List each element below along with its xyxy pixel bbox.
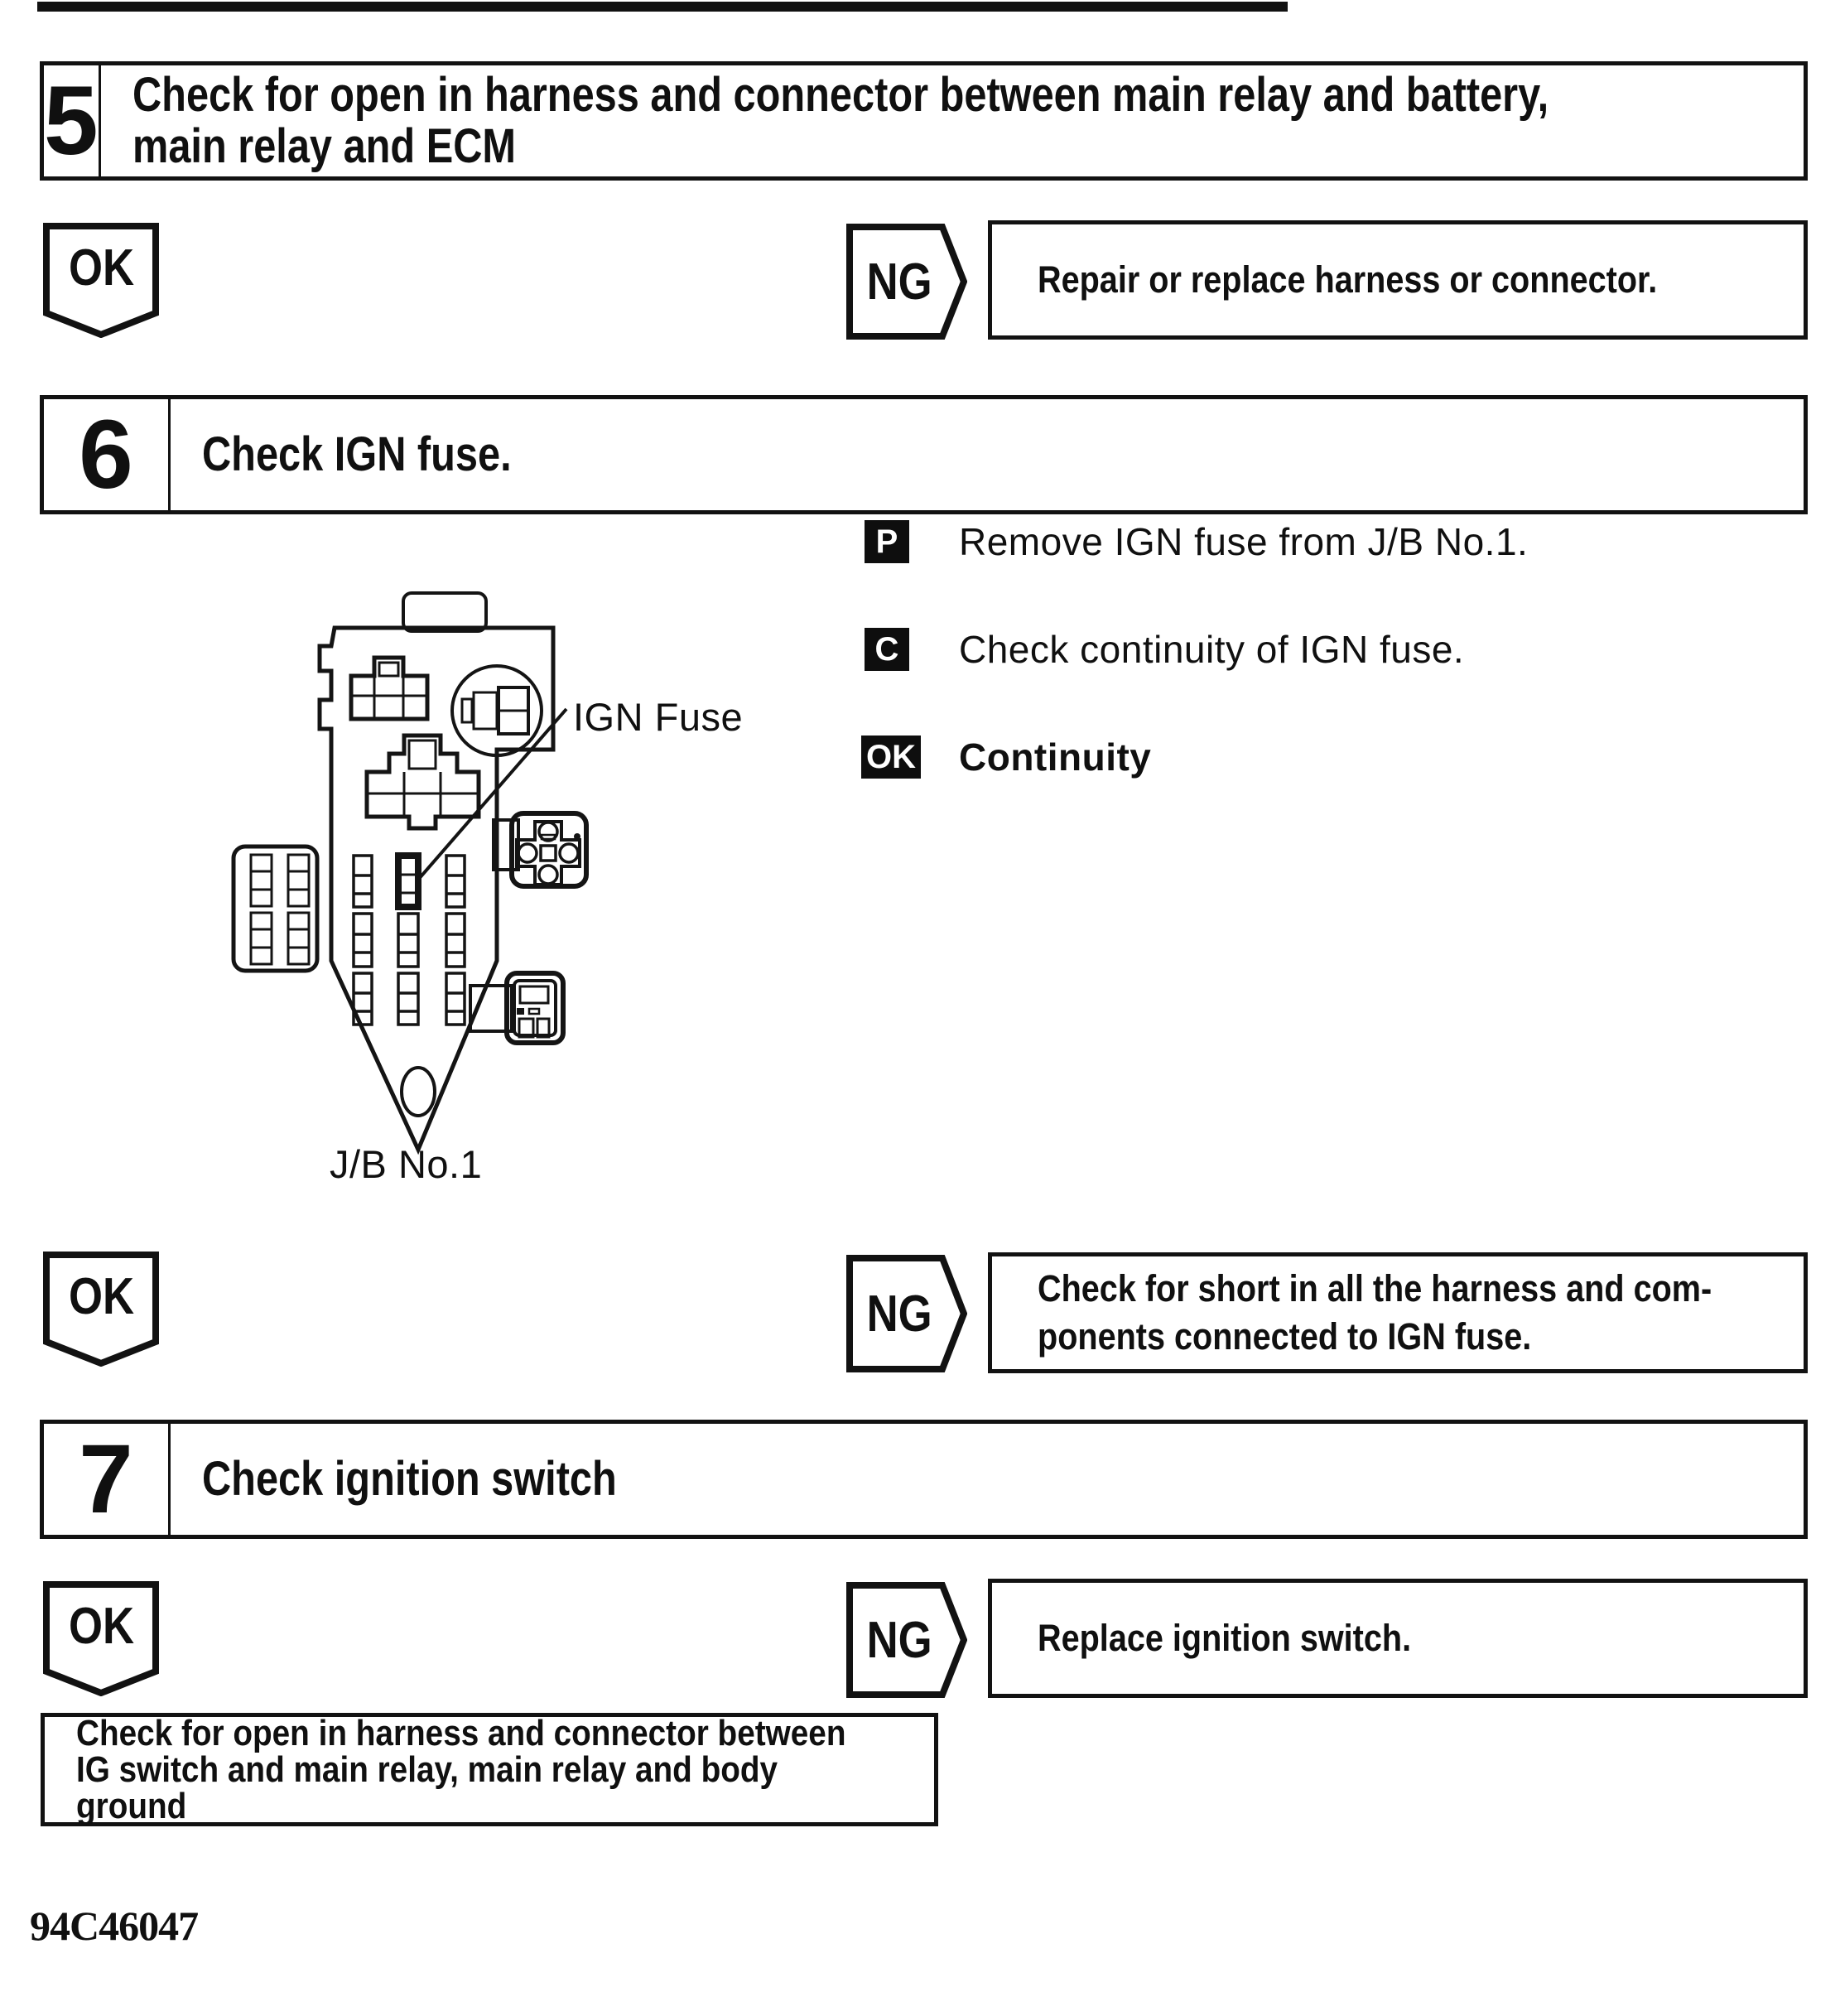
ok-label: OK [68,1597,134,1655]
final-line: ground [76,1785,187,1826]
final-line: IG switch and main relay, main relay and body [76,1748,778,1790]
final-instruction-box [41,1713,938,1826]
result-line: Replace ignition switch. [1038,1617,1412,1659]
step-box-6 [40,395,1808,514]
procedure-label: Remove IGN fuse from J/B No.1. [959,520,1529,563]
final-line: Check for open in harness and connector between [76,1712,846,1753]
prepare-badge: P [865,520,909,563]
step-number: 7 [44,1424,171,1535]
ok-arrow-badge [43,1251,159,1367]
ng-label: NG [866,1611,932,1669]
step-number: 5 [44,65,101,176]
step-title-line: main relay and ECM [132,119,516,173]
step-box-5 [40,61,1808,181]
ok-arrow-badge [43,1580,159,1696]
procedure-label: Continuity [959,736,1152,779]
step-title [101,65,1818,176]
ng-arrow-badge [846,1582,967,1698]
check-badge: C [865,628,909,671]
result-line: ponents connected to IGN fuse. [1038,1315,1532,1358]
junction-box-illustration [215,580,845,1168]
procedure-label: Check continuity of IGN fuse. [959,628,1465,671]
ok-label: OK [68,239,134,297]
ign-fuse-highlight [398,856,418,907]
ok-condition-badge: OK [861,736,921,779]
result-box [988,1579,1808,1698]
result-line: Check for short in all the harness and com- [1038,1267,1712,1309]
result-box [988,220,1808,340]
ng-arrow-badge [846,224,967,340]
result-box [988,1252,1808,1373]
step-number: 6 [44,399,171,510]
ok-arrow-badge [43,222,159,338]
step-title [171,399,1804,510]
step-title-line: Check IGN fuse. [202,427,512,481]
ng-label: NG [866,253,932,311]
ok-label: OK [68,1267,134,1325]
step-title-line: Check ignition switch [202,1452,617,1506]
step-title-line: Check for open in harness and connector between main relay and battery, [132,68,1549,122]
ng-label: NG [866,1285,932,1343]
jb-caption: J/B No.1 [330,1142,483,1186]
ign-fuse-label: IGN Fuse [573,695,744,739]
step-box-7 [40,1420,1808,1539]
step-title [171,1424,1804,1535]
page-top-rule [37,2,1288,12]
result-line: Repair or replace harness or connector. [1038,258,1658,301]
footer-code: 94C46047 [30,1903,199,1949]
ng-arrow-badge [846,1255,967,1372]
